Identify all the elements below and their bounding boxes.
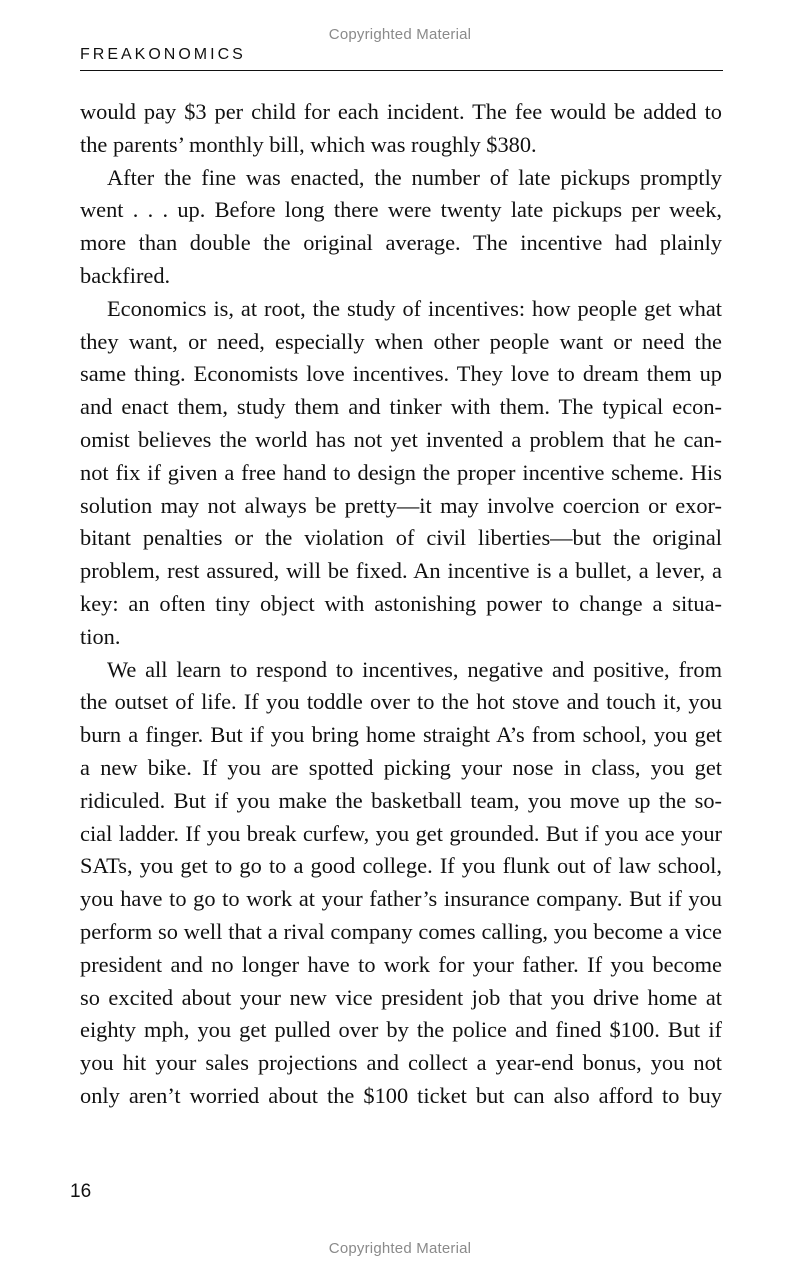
text-line: more than double the original average. The incentive had plainly <box>80 230 722 256</box>
paragraph <box>80 96 722 162</box>
text-line: omist believes the world has not yet invented a problem that he can- <box>80 426 722 452</box>
page-number: 16 <box>70 1181 92 1202</box>
text-line: the parents’ monthly bill, which was roughly $380. <box>80 131 537 157</box>
paragraph <box>80 162 722 293</box>
text-line: ridiculed. But if you make the basketball team, you move up the so- <box>80 787 722 813</box>
text-line: the outset of life. If you toddle over to the hot stove and touch it, you <box>80 689 722 715</box>
text-line: you have to go to work at your father’s insurance company. But if you <box>80 886 722 912</box>
text-line: so excited about your new vice president job that you drive home at <box>80 984 722 1010</box>
copyright-watermark-top: Copyrighted Material <box>328 26 472 43</box>
text-line: not fix if given a free hand to design the proper incentive scheme. His <box>80 459 722 485</box>
copyright-watermark-bottom: Copyrighted Material <box>328 1240 472 1257</box>
text-line: same thing. Economists love incentives. They love to dream them up <box>80 361 722 387</box>
text-line: bitant penalties or the violation of civil liberties—but the original <box>80 525 722 551</box>
text-line: burn a finger. But if you bring home straight A’s from school, you get <box>80 722 722 748</box>
text-line: and enact them, study them and tinker with them. The typical econ- <box>80 394 722 420</box>
text-line: they want, or need, especially when other people want or need the <box>80 328 722 354</box>
body-text <box>80 96 722 1113</box>
text-line: solution may not always be pretty—it may involve coercion or exor- <box>80 492 722 518</box>
text-line: problem, rest assured, will be fixed. An incentive is a bullet, a lever, a <box>80 558 722 584</box>
paragraph <box>80 293 722 654</box>
text-line: you hit your sales projections and collect a year-end bonus, you not <box>80 1050 722 1076</box>
text-line: Economics is, at root, the study of incentives: how people get what <box>107 295 722 321</box>
paragraph <box>80 654 722 1113</box>
text-line: After the fine was enacted, the number of late pickups promptly <box>107 164 722 190</box>
text-line: key: an often tiny object with astonishing power to change a situa- <box>80 590 722 616</box>
text-line: a new bike. If you are spotted picking your nose in class, you get <box>80 754 722 780</box>
text-line: eighty mph, you get pulled over by the police and fined $100. But if <box>80 1017 722 1043</box>
text-line: only aren’t worried about the $100 ticket but can also afford to buy <box>80 1082 722 1108</box>
text-line: SATs, you get to go to a good college. If you flunk out of law school, <box>80 853 722 879</box>
text-line: would pay $3 per child for each incident. The fee would be added to <box>80 99 722 124</box>
text-line: president and no longer have to work for your father. If you become <box>80 951 722 977</box>
text-line: tion. <box>80 623 121 649</box>
running-head: FREAKONOMICS <box>80 46 246 63</box>
text-line: cial ladder. If you break curfew, you get grounded. But if you ace your <box>80 820 722 846</box>
text-line: backfired. <box>80 262 171 288</box>
text-line: We all learn to respond to incentives, negative and positive, from <box>107 656 722 682</box>
header-rule <box>80 70 723 71</box>
text-line: went . . . up. Before long there were twenty late pickups per week, <box>80 197 722 223</box>
text-line: perform so well that a rival company comes calling, you become a vice <box>80 918 722 944</box>
